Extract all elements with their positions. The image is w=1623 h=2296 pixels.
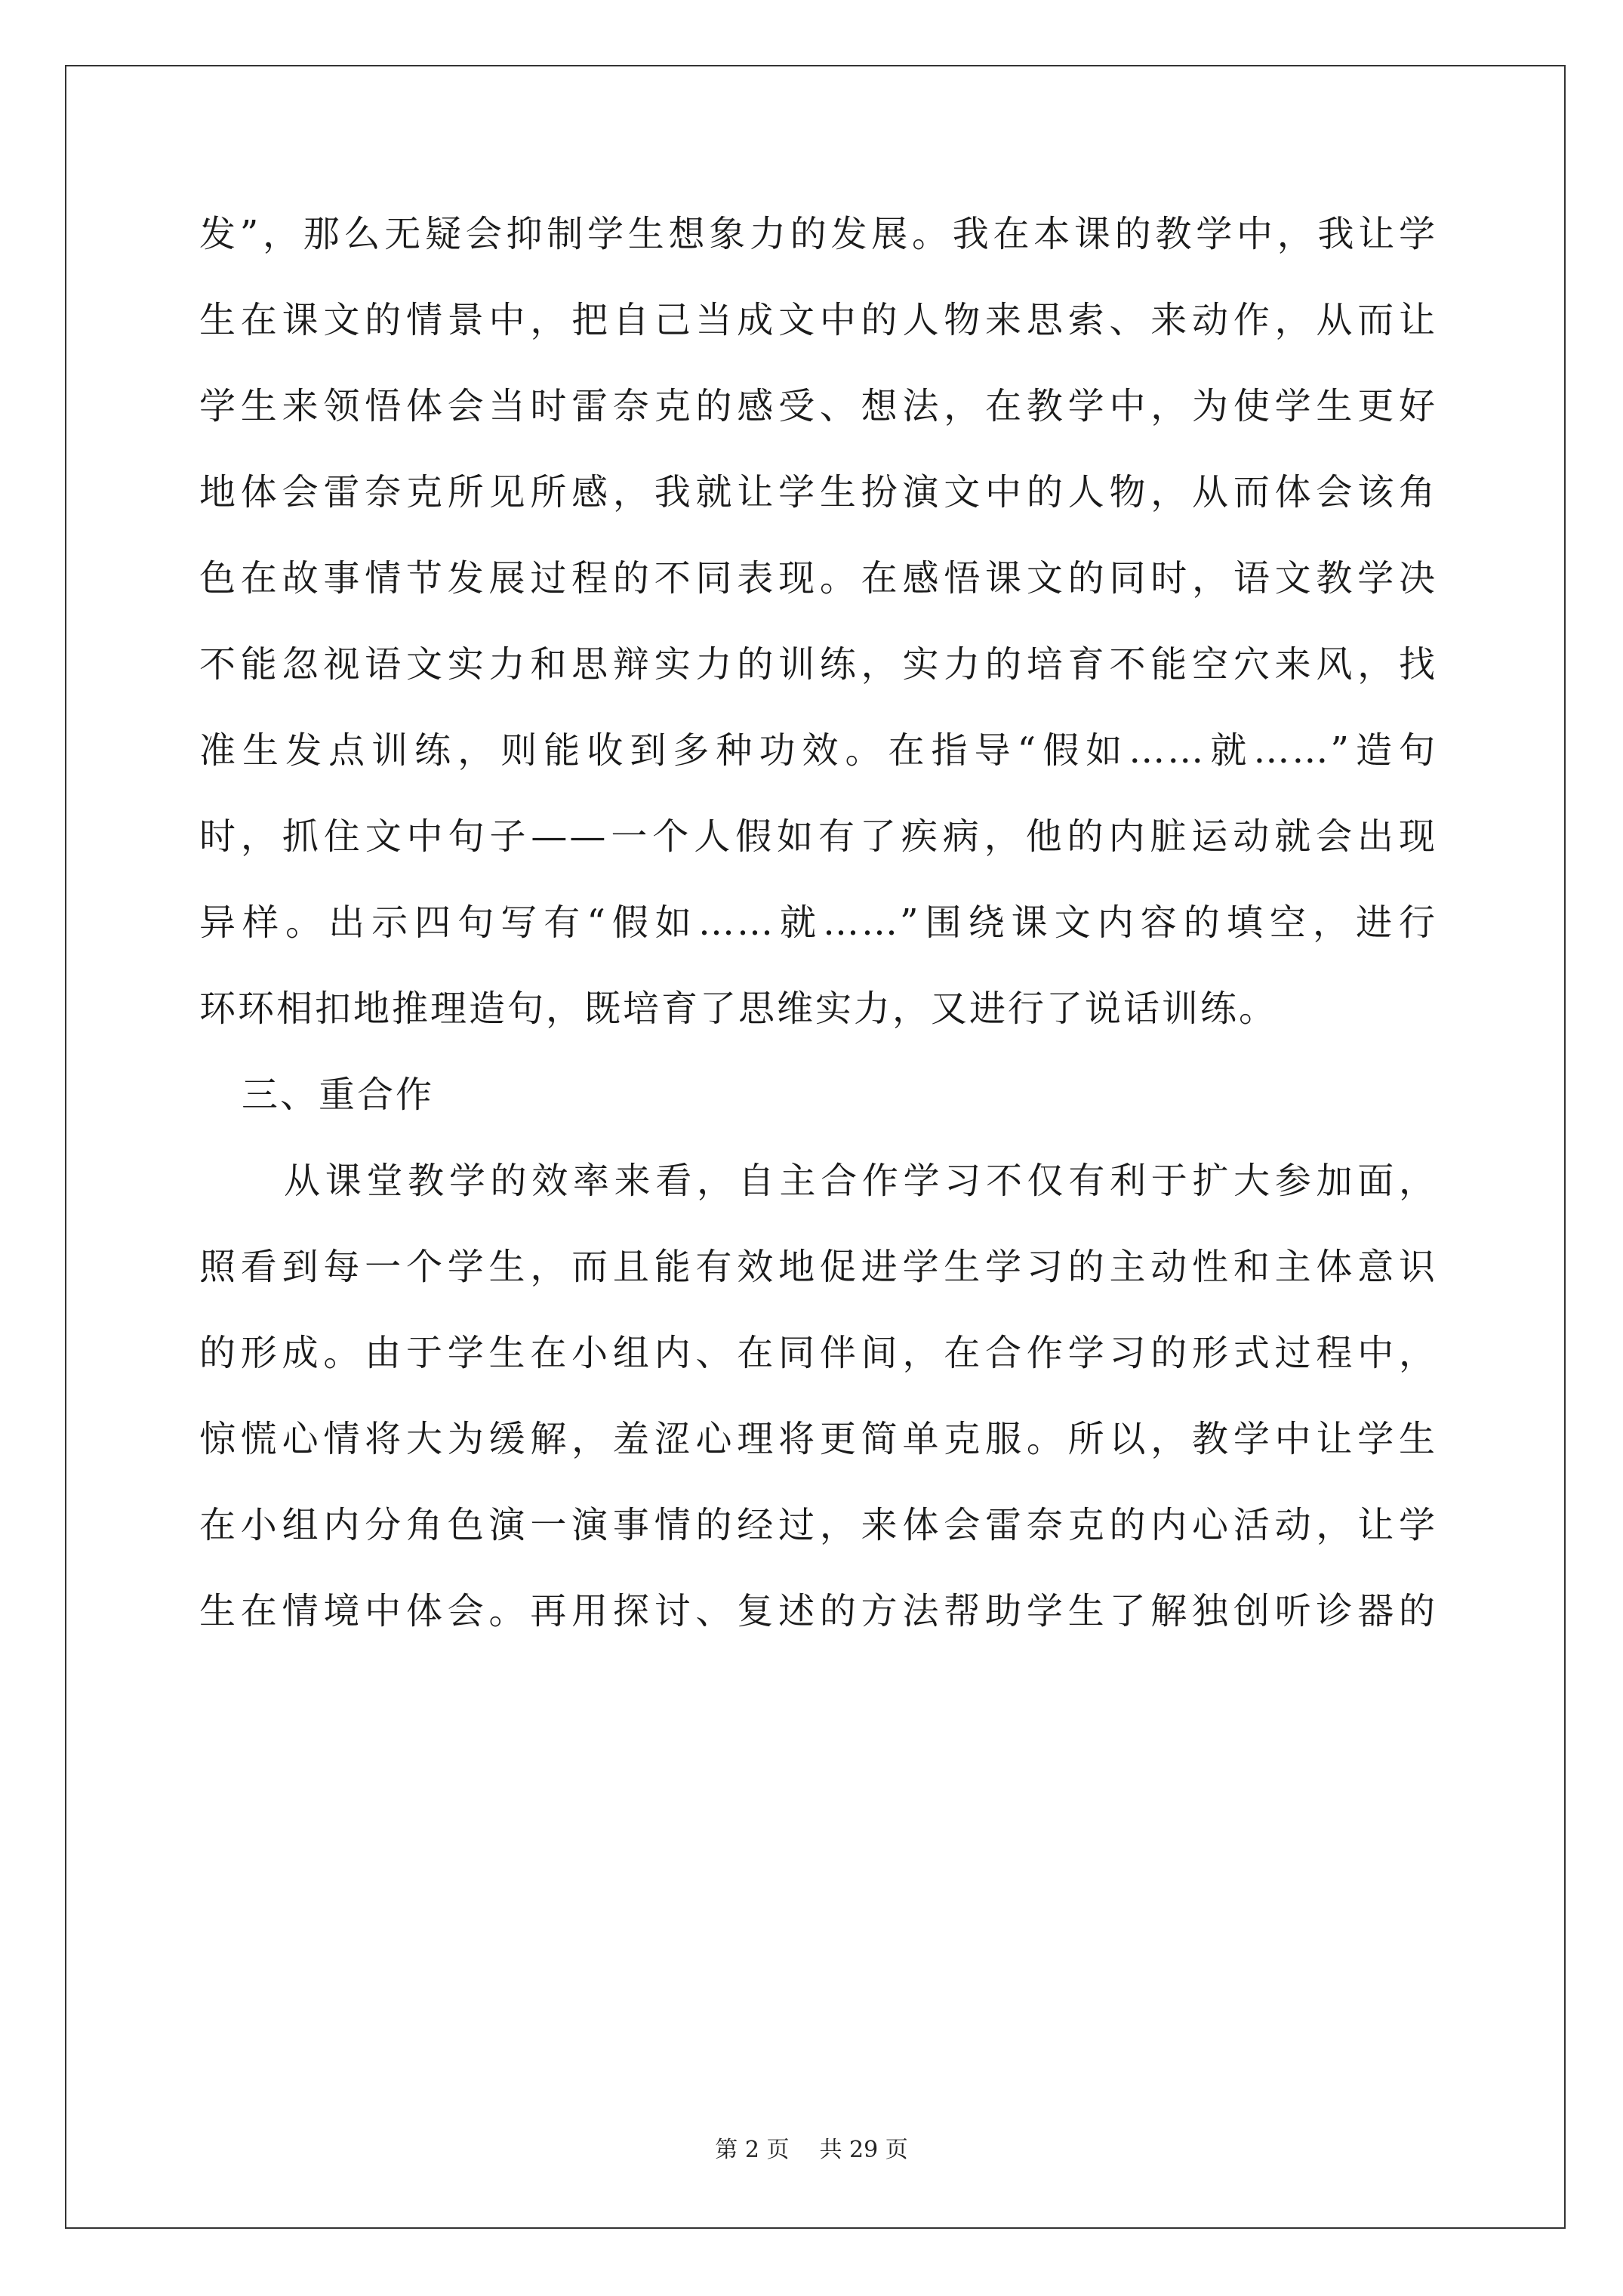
text-line: 色在故事情节发展过程的不同表现。在感悟课文的同时，语文教学决 xyxy=(199,557,1437,599)
section-heading: 三、重合作 xyxy=(242,1074,435,1116)
text-line: 异样。出示四句写有“假如……就……”围绕课文内容的填空，进行 xyxy=(199,901,1437,944)
text-line: 生在情境中体会。再用探讨、复述的方法帮助学生了解独创听诊器的 xyxy=(199,1590,1437,1632)
text-line: 在小组内分角色演一演事情的经过，来体会雷奈克的内心活动，让学 xyxy=(199,1504,1437,1546)
page-footer xyxy=(0,2135,1623,2165)
text-line: 照看到每一个学生，而且能有效地促进学生学习的主动性和主体意识 xyxy=(199,1246,1437,1288)
text-line: 不能忽视语文实力和思辩实力的训练，实力的培育不能空穴来风，找 xyxy=(199,643,1437,686)
text-line: 地体会雷奈克所见所感，我就让学生扮演文中的人物，从而体会该角 xyxy=(199,471,1437,513)
text-line: 学生来领悟体会当时雷奈克的感受、想法，在教学中，为使学生更好 xyxy=(199,385,1437,427)
text-line: 准生发点训练，则能收到多种功效。在指导“假如……就……”造句 xyxy=(199,729,1437,772)
page-number: 第 2 页 xyxy=(715,2137,790,2163)
text-line: 发”，那么无疑会抑制学生想象力的发展。我在本课的教学中，我让学 xyxy=(199,213,1437,255)
paragraph-first-line: 从课堂教学的效率来看，自主合作学习不仅有利于扩大参加面， xyxy=(284,1160,1437,1202)
page-total: 共 29 页 xyxy=(819,2137,908,2163)
paragraph-last-line: 环环相扣地推理造句，既培育了思维实力，又进行了说话训练。 xyxy=(199,988,1278,1030)
text-line: 时，抓住文中句子——一个人假如有了疾病，他的内脏运动就会出现 xyxy=(199,815,1437,858)
text-line: 生在课文的情景中，把自己当成文中的人物来思索、来动作，从而让 xyxy=(199,299,1437,341)
text-line: 的形成。由于学生在小组内、在同伴间，在合作学习的形式过程中， xyxy=(199,1332,1437,1374)
text-line: 惊慌心情将大为缓解，羞涩心理将更简单克服。所以，教学中让学生 xyxy=(199,1418,1437,1460)
